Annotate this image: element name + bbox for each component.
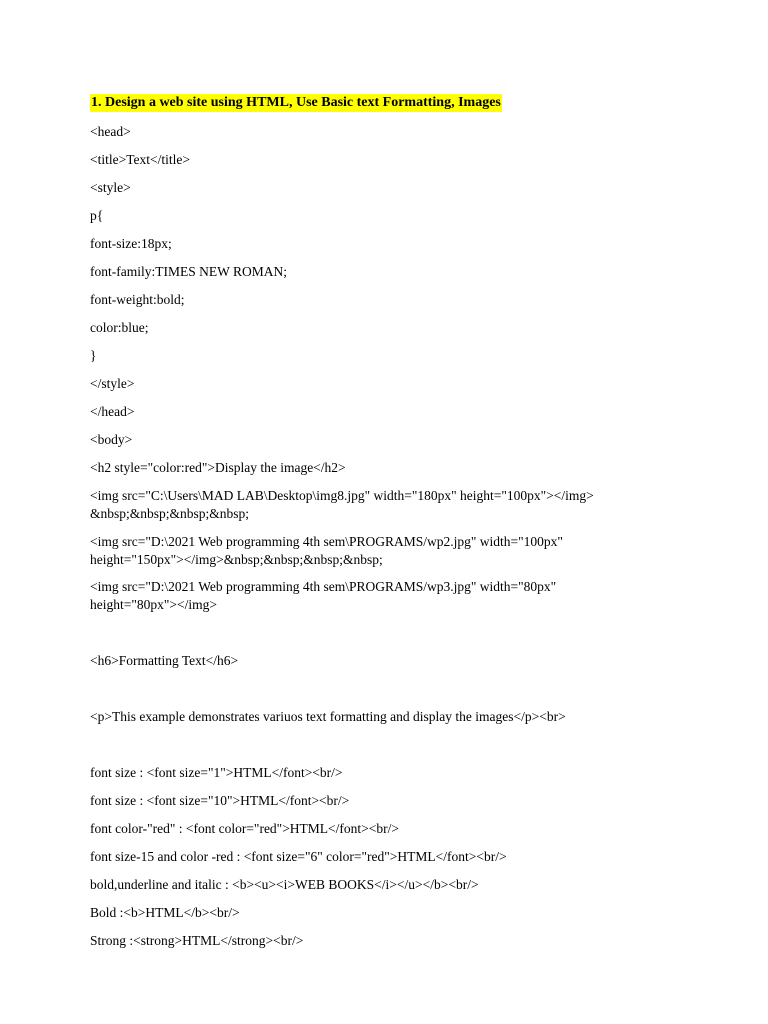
- code-line: <img src="C:\Users\MAD LAB\Desktop\img8.jpg" width="180px" height="100px"></img>: [90, 488, 594, 503]
- code-line: <h2 style="color:red">Display the image</h2>: [90, 460, 346, 475]
- code-line: font-size:18px;: [90, 236, 172, 251]
- code-line: <h6>Formatting Text</h6>: [90, 653, 239, 668]
- code-line: p{: [90, 208, 104, 223]
- code-line: font-family:TIMES NEW ROMAN;: [90, 264, 287, 279]
- code-line: font size : <font size="1">HTML</font><br/>: [90, 765, 343, 780]
- code-line: <p>This example demonstrates variuos text formatting and display the images</p><br>: [90, 709, 566, 724]
- code-line: <img src="D:\2021 Web programming 4th sem\PROGRAMS/wp2.jpg" width="100px": [90, 534, 563, 549]
- code-line: Bold :<b>HTML</b><br/>: [90, 905, 240, 920]
- document-heading: 1. Design a web site using HTML, Use Basic text Formatting, Images: [91, 95, 501, 110]
- code-line: font size : <font size="10">HTML</font><br/>: [90, 793, 350, 808]
- code-line: Strong :<strong>HTML</strong><br/>: [90, 933, 304, 948]
- code-line: font-weight:bold;: [90, 292, 185, 307]
- code-line: <head>: [90, 124, 131, 139]
- code-line: <style>: [90, 180, 131, 195]
- code-line: height="150px"></img>&nbsp;&nbsp;&nbsp;&nbsp;: [90, 552, 383, 567]
- code-line: }: [90, 348, 97, 363]
- code-line: &nbsp;&nbsp;&nbsp;&nbsp;: [90, 506, 250, 521]
- code-line: </style>: [90, 376, 135, 391]
- code-line: <img src="D:\2021 Web programming 4th sem\PROGRAMS/wp3.jpg" width="80px": [90, 579, 557, 594]
- code-line: font size-15 and color -red : <font size="6" color="red">HTML</font><br/>: [90, 849, 507, 864]
- code-line: bold,underline and italic : <b><u><i>WEB BOOKS</i></u></b><br/>: [90, 877, 479, 892]
- code-line: </head>: [90, 404, 135, 419]
- code-line: font color-"red" : <font color="red">HTML</font><br/>: [90, 821, 399, 836]
- code-line: color:blue;: [90, 320, 149, 335]
- code-line: height="80px"></img>: [90, 597, 217, 612]
- code-line: <title>Text</title>: [90, 152, 190, 167]
- document-page: [90, 93, 690, 948]
- code-line: <body>: [90, 432, 133, 447]
